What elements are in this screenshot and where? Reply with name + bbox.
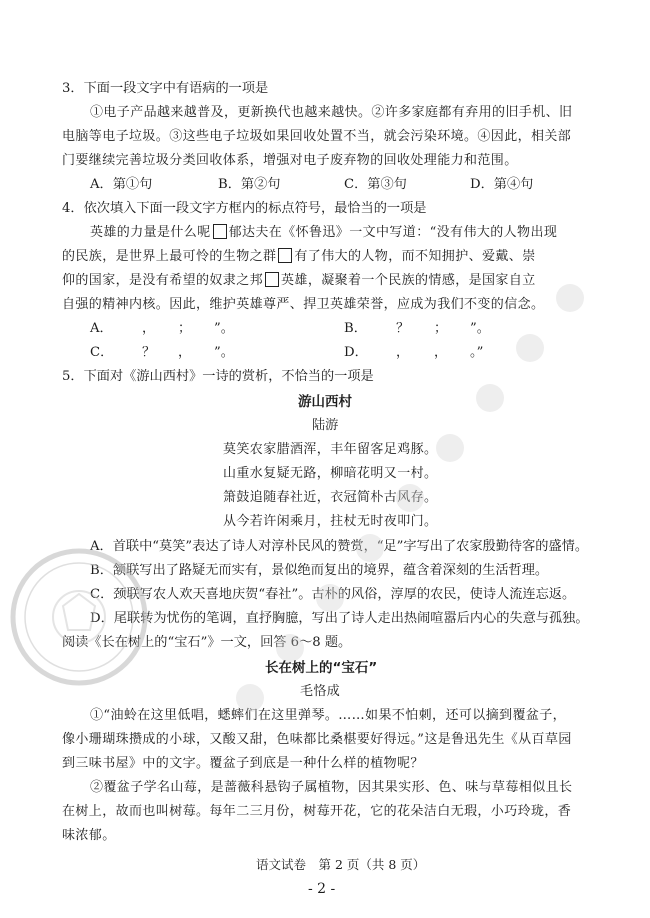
- q4-text-2a: 的民族，是世界上最可怜的生物之群: [62, 249, 277, 264]
- poem-author: 陆游: [312, 418, 339, 433]
- passage-p2-line-2: 在树上，故而也叫树莓。每年二三月份，树莓开花，它的花朵洁白无瑕，小巧玲珑，香: [62, 804, 572, 819]
- q4-option-d-mark-1: ，: [396, 345, 410, 360]
- q5-option-c: C．颈联写农人欢天喜地庆贺“春社”。古朴的风俗，淳厚的农民，使诗人流连忘返。: [90, 587, 576, 602]
- q4-text-1a: 英雄的力量是什么呢: [90, 225, 211, 240]
- poem-line-3: 箫鼓追随春社近，衣冠简朴古风存。: [223, 490, 438, 505]
- passage-author: 毛恪成: [300, 684, 341, 699]
- blank-box-2: [278, 248, 292, 263]
- q4-option-a-letter: A．: [90, 321, 113, 336]
- q4-option-c-mark-3: ”。: [214, 345, 234, 360]
- passage-p2-line-1: ②覆盆子学名山莓，是蔷薇科悬钩子属植物，因其果实形、色、味与草莓相似且长: [90, 780, 573, 795]
- q3-option-a: A．第①句: [90, 177, 153, 192]
- reading-intro: 阅读《长在树上的“宝石”》一文，回答 6～8 题。: [62, 635, 352, 650]
- q4-option-a-mark-1: ，: [142, 321, 156, 336]
- q3-option-d: D．第④句: [470, 177, 534, 192]
- q5-option-b: B．颔联写出了路疑无而实有，景似绝而复出的境界，蕴含着深刻的生活哲理。: [90, 563, 549, 578]
- q4-option-a-mark-2: ；: [178, 321, 192, 336]
- q4-text-line-4: 自强的精神内核。因此，维护英雄尊严、捍卫英雄荣誉，应成为我们不变的信念。: [62, 297, 545, 312]
- q3-stem: 3．下面一段文字中有语病的一项是: [62, 81, 269, 96]
- q4-text-line-3: [62, 272, 536, 290]
- q4-option-d-letter: D．: [344, 345, 368, 360]
- q4-option-c-letter: C．: [90, 345, 114, 360]
- q3-option-c: C．第③句: [344, 177, 407, 192]
- q4-option-a-mark-3: ”。: [214, 321, 234, 336]
- passage-p1-line-3: 到三味书屋》中的文字。覆盆子到底是一种什么样的植物呢？: [62, 756, 424, 771]
- q5-stem: 5．下面对《游山西村》一诗的赏析，不恰当的一项是: [62, 369, 374, 384]
- passage-p1-line-1: ①“油蛉在这里低唱，蟋蟀们在这里弹琴。……如果不怕刺，还可以摘到覆盆子，: [90, 708, 567, 723]
- poem-line-2: 山重水复疑无路，柳暗花明又一村。: [223, 466, 438, 481]
- q4-text-2b: 有了伟大的人物，而不知拥护、爱戴、崇: [294, 249, 536, 264]
- q4-option-d-mark-3: 。”: [470, 345, 484, 360]
- q5-option-d: D．尾联转为忧伤的笔调，直抒胸臆，写出了诗人走出热闹喧嚣后内心的失意与孤独。: [90, 611, 589, 626]
- page-number: - 2 -: [308, 881, 336, 897]
- q4-option-b-mark-2: ；: [434, 321, 448, 336]
- q4-text-line-2: [62, 248, 536, 266]
- blank-box-1: [213, 224, 227, 239]
- q4-text-1b: 郁达夫在《怀鲁迅》一文中写道：“没有伟大的人物出现: [228, 225, 558, 240]
- page-footer: 语文试卷 第 2 页（共 8 页）: [256, 857, 426, 872]
- passage-p2-line-3: 味浓郁。: [62, 828, 116, 843]
- q4-stem: 4．依次填入下面一段文字方框内的标点符号，最恰当的一项是: [62, 201, 427, 216]
- q3-text-line-1: ①电子产品越来越普及，更新换代也越来越快。②许多家庭都有弃用的旧手机、旧: [90, 105, 573, 120]
- passage-title: 长在树上的“宝石”: [265, 660, 378, 676]
- q4-text-3a: 仰的国家，是没有希望的奴隶之邦: [62, 273, 264, 288]
- q3-text-line-2: 电脑等电子垃圾。③这些电子垃圾如果回收处置不当，就会污染环境。④因此，相关部: [62, 129, 572, 144]
- q4-text-3b: 英雄，凝聚着一个民族的情感，是国家自立: [281, 273, 536, 288]
- seal-watermark-icon: [8, 546, 150, 688]
- q4-option-b-mark-1: ？: [396, 321, 410, 336]
- q4-option-c-mark-2: ，: [178, 345, 192, 360]
- q3-option-b: B．第②句: [218, 177, 281, 192]
- poem-line-1: 莫笑农家腊酒浑，丰年留客足鸡豚。: [223, 442, 438, 457]
- passage-p1-line-2: 像小珊瑚珠攒成的小球，又酸又甜，色味都比桑椹要好得远。”这是鲁迅先生《从百草园: [62, 732, 572, 747]
- blank-box-3: [265, 272, 279, 287]
- poem-title: 游山西村: [298, 394, 352, 410]
- q4-text-line-1: [90, 224, 557, 242]
- poem-line-4: 从今若许闲乘月，拄杖无时夜叩门。: [223, 514, 438, 529]
- q4-option-b-letter: B．: [344, 321, 367, 336]
- q4-option-c-mark-1: ？: [142, 345, 156, 360]
- q4-option-b-mark-3: ”。: [470, 321, 490, 336]
- q4-option-d-mark-2: ，: [434, 345, 448, 360]
- q3-text-line-3: 门要继续完善垃圾分类回收体系，增强对电子废弃物的回收处理能力和范围。: [62, 153, 518, 168]
- q5-option-a: A．首联中“莫笑”表达了诗人对淳朴民风的赞赏，“足”字写出了农家殷勤待客的盛情。: [90, 539, 589, 554]
